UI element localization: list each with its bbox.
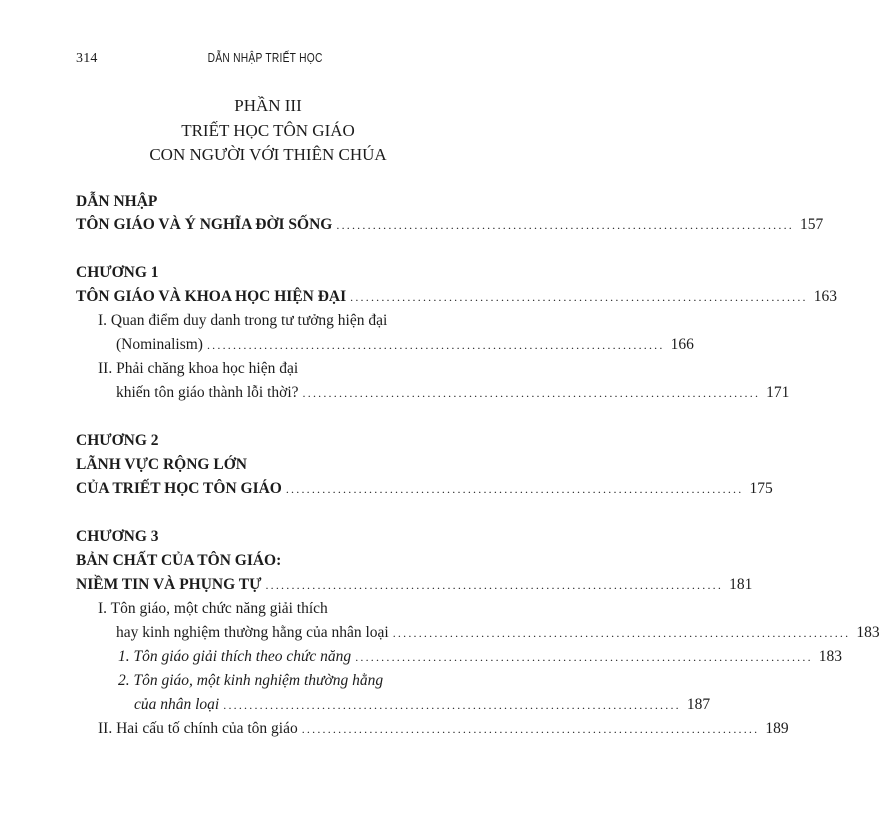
- chapter-3-label: CHƯƠNG 3: [76, 528, 159, 545]
- chapter-2-label: CHƯƠNG 2: [76, 432, 159, 449]
- leader-dots: ........................................................................................: [285, 482, 744, 496]
- entry-page: 181: [729, 576, 753, 593]
- entry-title: (Nominalism): [116, 336, 203, 353]
- leader-dots: ........................................................................................: [265, 578, 724, 592]
- toc-entry-chapter-1: [76, 288, 837, 306]
- chapter-3-title-line1: BẢN CHẤT CỦA TÔN GIÁO:: [76, 552, 282, 569]
- part-label: PHẦN III: [234, 96, 302, 115]
- entry-title: hay kinh nghiệm thường hằng của nhân loại: [116, 624, 389, 641]
- section-3-1-2-line1: 2. Tôn giáo, một kinh nghiệm thường hằng: [118, 672, 384, 689]
- chapter-1-label: CHƯƠNG 1: [76, 264, 159, 281]
- toc-entry-section-3-1: [116, 624, 880, 642]
- entry-title: TÔN GIÁO VÀ Ý NGHĨA ĐỜI SỐNG: [76, 216, 333, 233]
- entry-page: 163: [813, 288, 837, 305]
- leader-dots: ........................................................................................: [350, 290, 808, 304]
- entry-title: TÔN GIÁO VÀ KHOA HỌC HIỆN ĐẠI: [76, 288, 347, 305]
- entry-title: NIỀM TIN VÀ PHỤNG TỰ: [76, 576, 262, 593]
- page-number: 314: [76, 51, 98, 66]
- toc-entry-section-1-2: [116, 384, 790, 402]
- entry-title: khiến tôn giáo thành lỗi thời?: [116, 384, 299, 401]
- section-1-2-line1: II. Phải chăng khoa học hiện đại: [98, 360, 299, 377]
- chapter-2-title-line1: LÃNH VỰC RỘNG LỚN: [76, 456, 247, 473]
- intro-label: DẪN NHẬP: [76, 193, 158, 210]
- entry-title: 1. Tôn giáo giải thích theo chức năng: [118, 648, 352, 665]
- entry-title: của nhân loại: [134, 696, 220, 713]
- toc-entry-intro: [76, 216, 824, 234]
- entry-title: II. Hai cấu tố chính của tôn giáo: [98, 720, 298, 737]
- entry-page: 171: [766, 384, 790, 401]
- entry-page: 157: [799, 216, 824, 233]
- toc-entry-section-3-1-1: [118, 648, 843, 666]
- section-1-1-line1: I. Quan điểm duy danh trong tư tưởng hiện đại: [98, 312, 388, 329]
- leader-dots: ........................................................................................: [223, 698, 681, 712]
- toc-entry-section-1-1: [116, 336, 694, 354]
- running-title: DẪN NHẬP TRIẾT HỌC: [207, 51, 323, 65]
- leader-dots: ........................................................................................: [355, 650, 813, 664]
- entry-page: 183: [818, 648, 843, 665]
- entry-title: CỦA TRIẾT HỌC TÔN GIÁO: [76, 480, 282, 497]
- toc-entry-chapter-2: [76, 480, 773, 498]
- entry-page: 166: [670, 336, 694, 353]
- section-3-1-line1: I. Tôn giáo, một chức năng giải thích: [98, 600, 328, 617]
- part-subtitle: CON NGƯỜI VỚI THIÊN CHÚA: [149, 145, 387, 164]
- leader-dots: ........................................................................................: [302, 386, 761, 400]
- entry-page: 189: [765, 720, 789, 737]
- entry-page: 175: [749, 480, 773, 497]
- toc-entry-section-3-1-2: [134, 696, 711, 714]
- leader-dots: ........................................................................................: [392, 626, 851, 640]
- leader-dots: ........................................................................................: [206, 338, 665, 352]
- leader-dots: ........................................................................................: [301, 722, 760, 736]
- part-title: TRIẾT HỌC TÔN GIÁO: [181, 121, 355, 140]
- entry-page: 187: [686, 696, 711, 713]
- toc-entry-section-3-2: [98, 720, 789, 738]
- entry-page: 183: [856, 624, 880, 641]
- toc-entry-chapter-3: [76, 576, 753, 594]
- leader-dots: ........................................................................................: [336, 218, 794, 232]
